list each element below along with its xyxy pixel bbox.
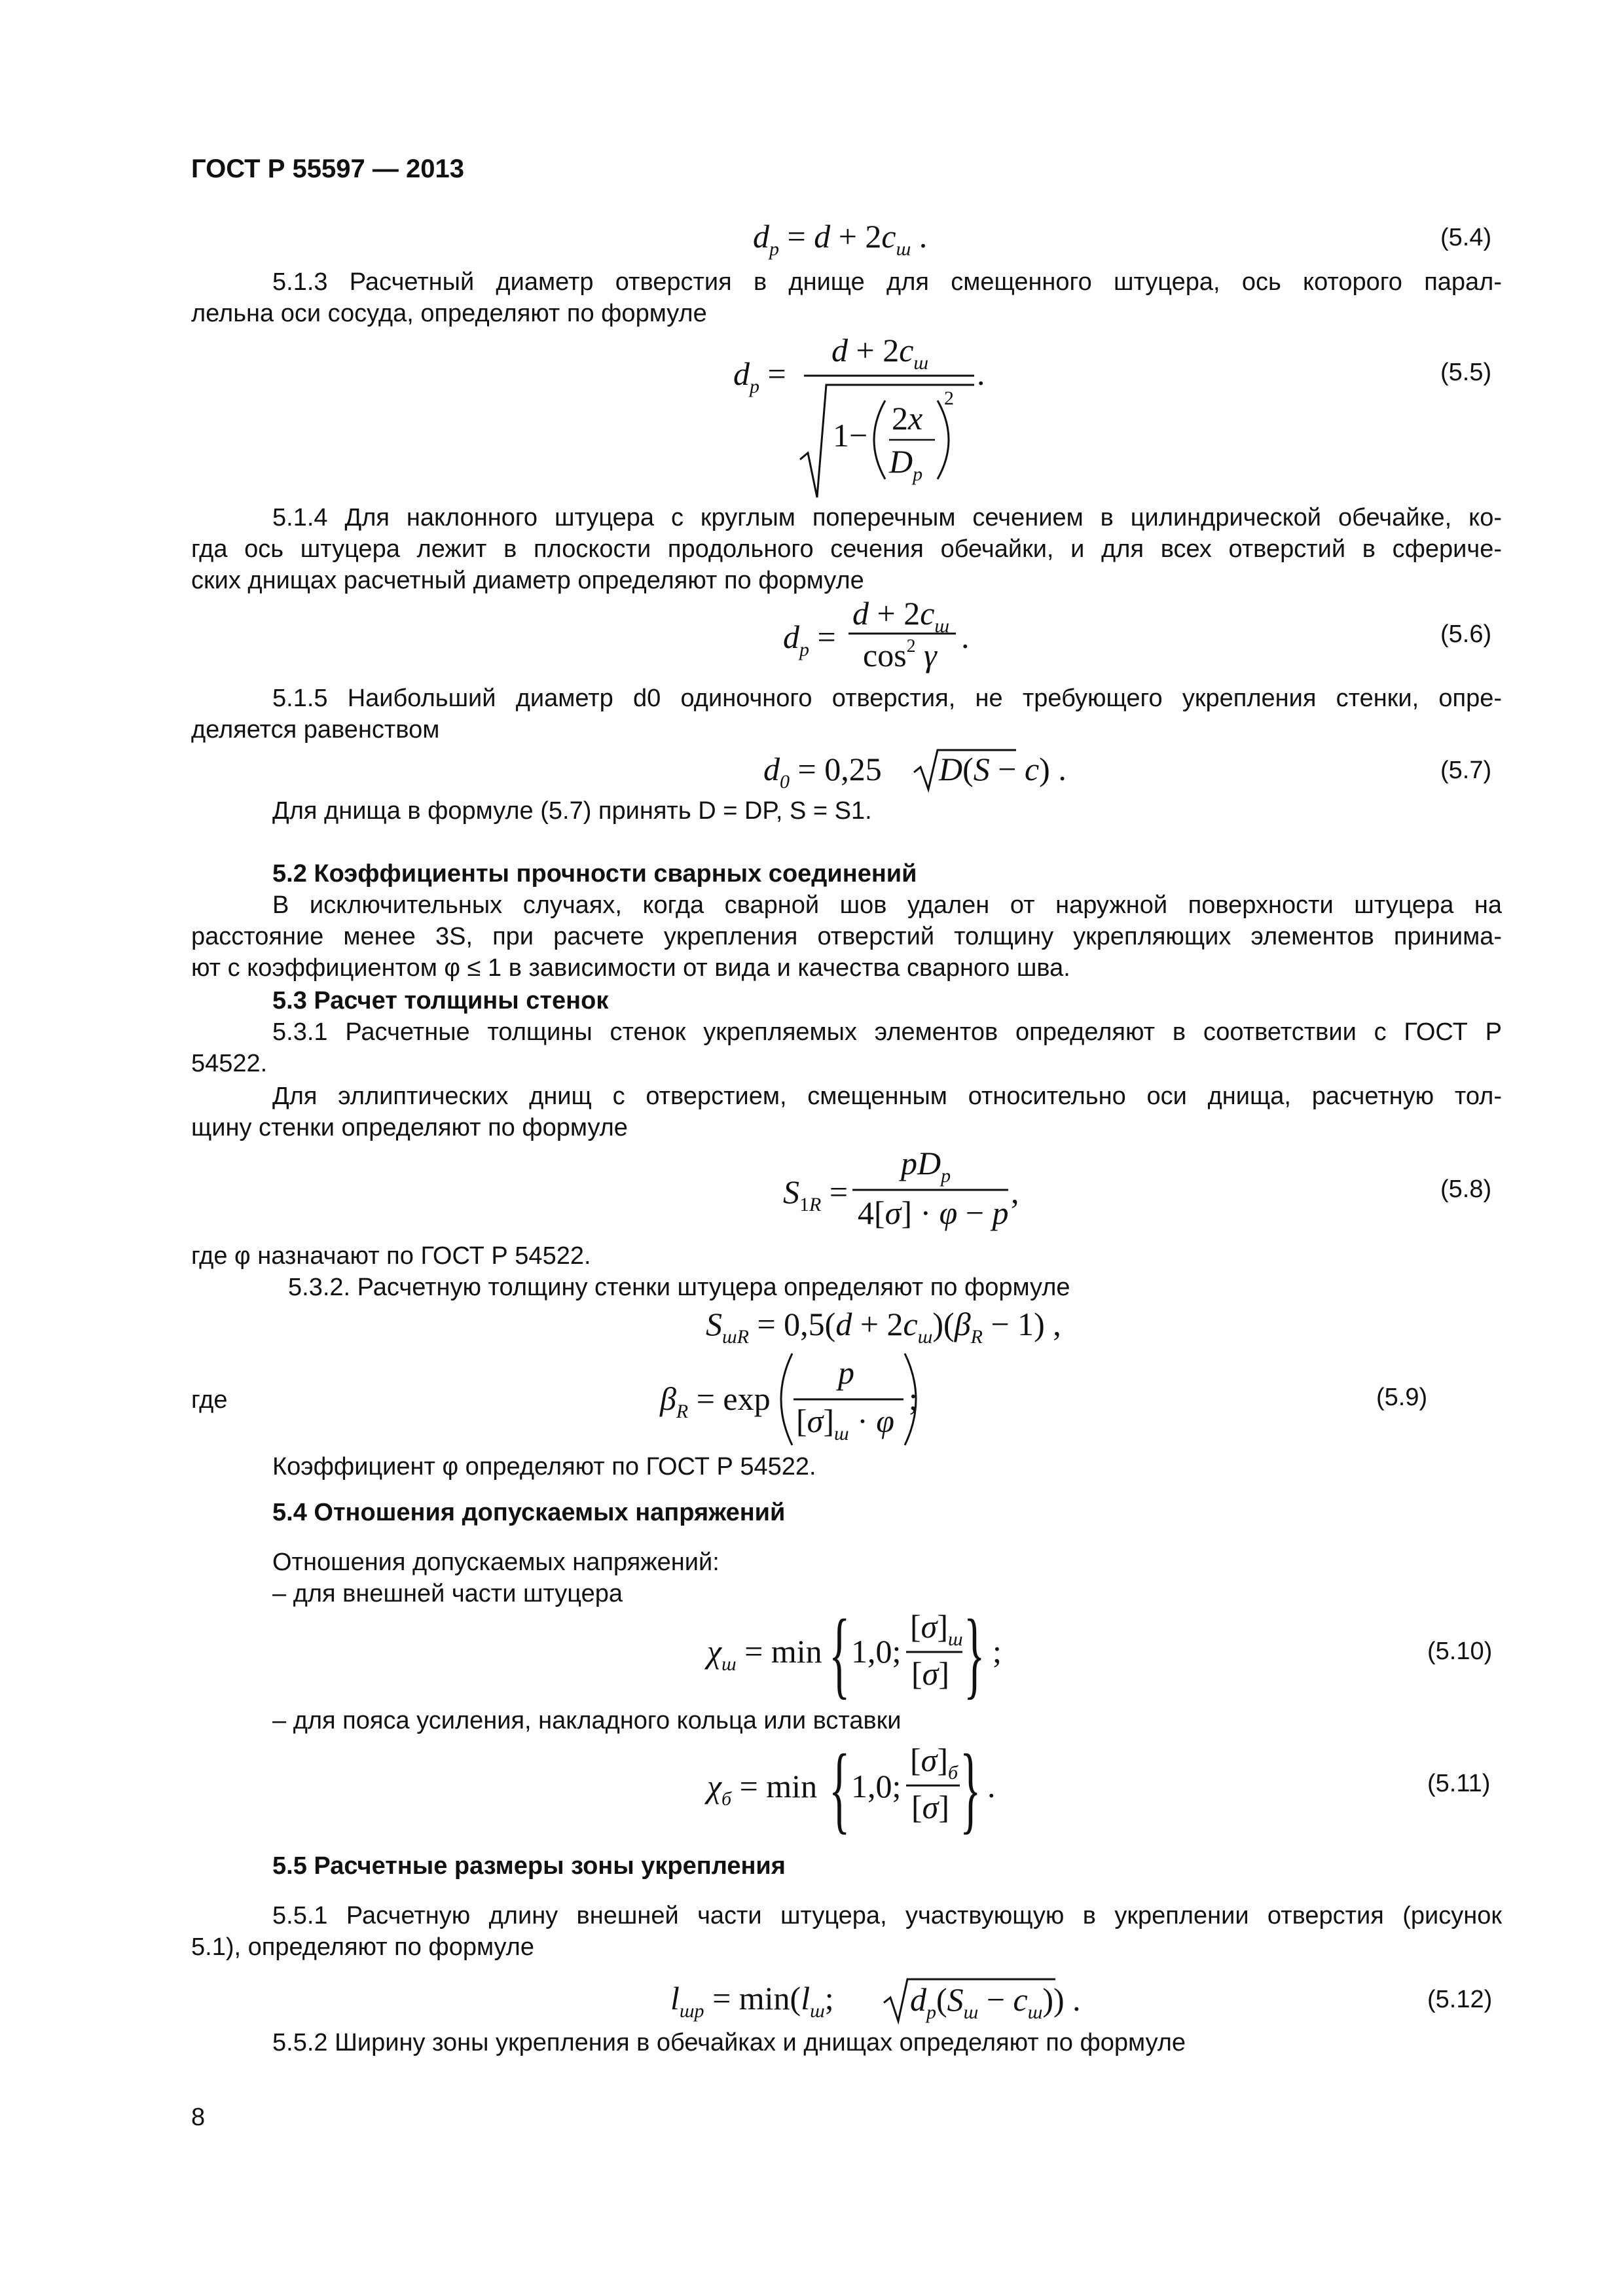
formula-5-10-lhs: $\chi_ш = \min$: [707, 1633, 822, 1675]
paragraph-line: ют с коэффициентом φ ≤ 1 в зависимости от вида и качества сварного шва.: [191, 954, 1070, 982]
formula-5-5-exp: 2: [944, 387, 954, 409]
equation-number: (5.12): [1427, 1986, 1493, 2013]
paragraph-line: 5.5.2 Ширину зоны укрепления в обечайках и днищах определяют по формуле: [272, 2029, 1186, 2056]
formula-5-5-numerator: $d + 2c_ш$: [831, 332, 929, 374]
paragraph-line: Коэффициент φ определяют по ГОСТ Р 54522.: [272, 1453, 816, 1480]
equation-number: (5.8): [1440, 1175, 1492, 1203]
paragraph-line: 5.3.1 Расчетные толщины стенок укрепляемых элементов определяют в соответствии с ГОСТ Р: [272, 1018, 1502, 1046]
formula-5-11-lbrace: {: [829, 1734, 850, 1843]
page-number: 8: [191, 2104, 206, 2131]
paragraph-line: 54522.: [191, 1050, 268, 1077]
equation-number: (5.4): [1440, 224, 1492, 251]
paragraph-line: В исключительных случаях, когда сварной шов удален от наружной поверхности штуцера на: [272, 891, 1502, 919]
section-heading: 5.3 Расчет толщины стенок: [272, 987, 609, 1014]
formula-5-9-denominator: $[\sigma]_ш \cdot \varphi$: [796, 1403, 894, 1444]
equation-number: (5.6): [1440, 620, 1492, 648]
formula-5-10-numerator: $[\sigma]_ш$: [910, 1608, 963, 1650]
paragraph-line: гда ось штуцера лежит в плоскости продольного сечения обечайки, и для всех отверстий в сфериче-: [191, 535, 1502, 563]
formula-5-7-radicand: D(S − c) .: [939, 751, 1067, 787]
paragraph-line: где φ назначают по ГОСТ Р 54522.: [191, 1242, 591, 1270]
formula-5-11-lhs: $\chi_б = \min$: [707, 1768, 818, 1810]
paragraph-line: лельна оси сосуда, определяют по формуле: [191, 300, 707, 327]
formula-5-7: $d_0 = 0,25$: [763, 751, 882, 793]
formula-5-6-numerator: $d + 2c_ш$: [852, 595, 950, 637]
formula-5-8-comma: ,: [1011, 1174, 1019, 1210]
formula-5-6-dot: .: [961, 619, 970, 655]
formula-5-9-p: p: [838, 1354, 854, 1391]
formula-5-6-denominator: $\cos^2 \gamma$: [863, 636, 937, 673]
paragraph-line: где: [191, 1386, 228, 1414]
formula-5-8-denominator: 4[σ] · φ − p: [858, 1194, 1009, 1231]
formula-5-5-dp: $D_p$: [889, 443, 923, 485]
formula-5-11-const: 1,0;: [851, 1768, 902, 1804]
formula-5-4: $d_p = d + 2c_ш$ .: [753, 218, 928, 260]
paragraph-line: Отношения допускаемых напряжений:: [272, 1549, 720, 1576]
formula-5-11-numerator: $[\sigma]_б$: [910, 1742, 958, 1784]
equation-number: (5.9): [1376, 1384, 1428, 1411]
formula-5-5-dot: .: [977, 355, 985, 392]
formula-5-9-s-shr: $S_{шR} = 0,5(d + 2c_ш)(\beta_R - 1)$ ,: [706, 1306, 1061, 1348]
formula-5-9-beta: $\beta_R = \exp$: [660, 1380, 771, 1422]
formula-5-11-dot: .: [987, 1768, 996, 1804]
paragraph-line: 5.3.2. Расчетную толщину стенки штуцера определяют по формуле: [288, 1274, 1070, 1301]
paragraph-line: Для эллиптических днищ с отверстием, смещенным относительно оси днища, расчетную тол-: [272, 1083, 1502, 1110]
formula-5-8-numerator: $pD_p$: [901, 1145, 951, 1187]
paragraph-line: расстояние менее 3S, при расчете укрепления отверстий толщину укрепляющих элементов принима-: [191, 923, 1502, 950]
paragraph-line: 5.1.5 Наибольший диаметр d0 одиночного отверстия, не требующего укрепления стенки, опре-: [272, 685, 1502, 712]
equation-number: (5.7): [1440, 757, 1492, 784]
formula-5-10-lbrace: {: [829, 1600, 850, 1708]
formula-5-12-radicand: $d_p(S_ш - c_ш)$) .: [910, 1981, 1081, 2023]
equation-number: (5.5): [1440, 359, 1492, 386]
formula-5-5-2x: 2x: [892, 400, 923, 437]
document-header: ГОСТ Р 55597 — 2013: [191, 154, 464, 183]
paragraph-line: ских днищах расчетный диаметр определяют по формуле: [191, 567, 864, 594]
formula-5-8-lhs: $S_{1R}$ =: [783, 1174, 848, 1215]
formula-5-9-semicolon: ;: [909, 1380, 918, 1417]
paragraph-line: 5.1.3 Расчетный диаметр отверстия в днище для смещенного штуцера, ось которого парал-: [272, 268, 1502, 296]
formula-5-12-lhs: $l_{шр} = \min(l_ш$;: [670, 1980, 834, 2022]
paragraph-line: 5.1.4 Для наклонного штуцера с круглым поперечным сечением в цилиндрической обечайке, ко-: [272, 504, 1502, 531]
section-heading: 5.2 Коэффициенты прочности сварных соединений: [272, 860, 917, 888]
formula-5-5-one-minus: 1−: [833, 417, 868, 454]
paragraph-line: Для днища в формуле (5.7) принять D = DP, S = S1.: [272, 797, 872, 825]
formula-5-10-semicolon: ;: [993, 1633, 1002, 1670]
formula-5-5-lhs: $d_p$ =: [733, 355, 786, 397]
section-heading: 5.5 Расчетные размеры зоны укрепления: [272, 1852, 786, 1880]
paragraph-line: щину стенки определяют по формуле: [191, 1114, 628, 1141]
formula-5-11-rbrace: }: [960, 1734, 981, 1843]
formula-5-6-lhs: $d_p$ =: [783, 619, 836, 660]
paragraph-line: 5.5.1 Расчетную длину внешней части штуцера, участвующую в укреплении отверстия (рисунок: [272, 1902, 1502, 1929]
paragraph-line: деляется равенством: [191, 716, 440, 744]
formula-5-10-const: 1,0;: [851, 1633, 902, 1670]
section-heading: 5.4 Отношения допускаемых напряжений: [272, 1499, 786, 1526]
formula-5-10-rbrace: }: [964, 1600, 985, 1708]
paragraph-line: – для внешней части штуцера: [272, 1580, 623, 1607]
equation-number: (5.11): [1427, 1770, 1491, 1797]
formula-5-11-denominator: [σ]: [911, 1789, 949, 1825]
paragraph-line: – для пояса усиления, накладного кольца или вставки: [272, 1707, 902, 1734]
equation-number: (5.10): [1427, 1638, 1493, 1665]
paragraph-line: 5.1), определяют по формуле: [191, 1933, 534, 1961]
formula-5-10-denominator: [σ]: [911, 1655, 949, 1692]
